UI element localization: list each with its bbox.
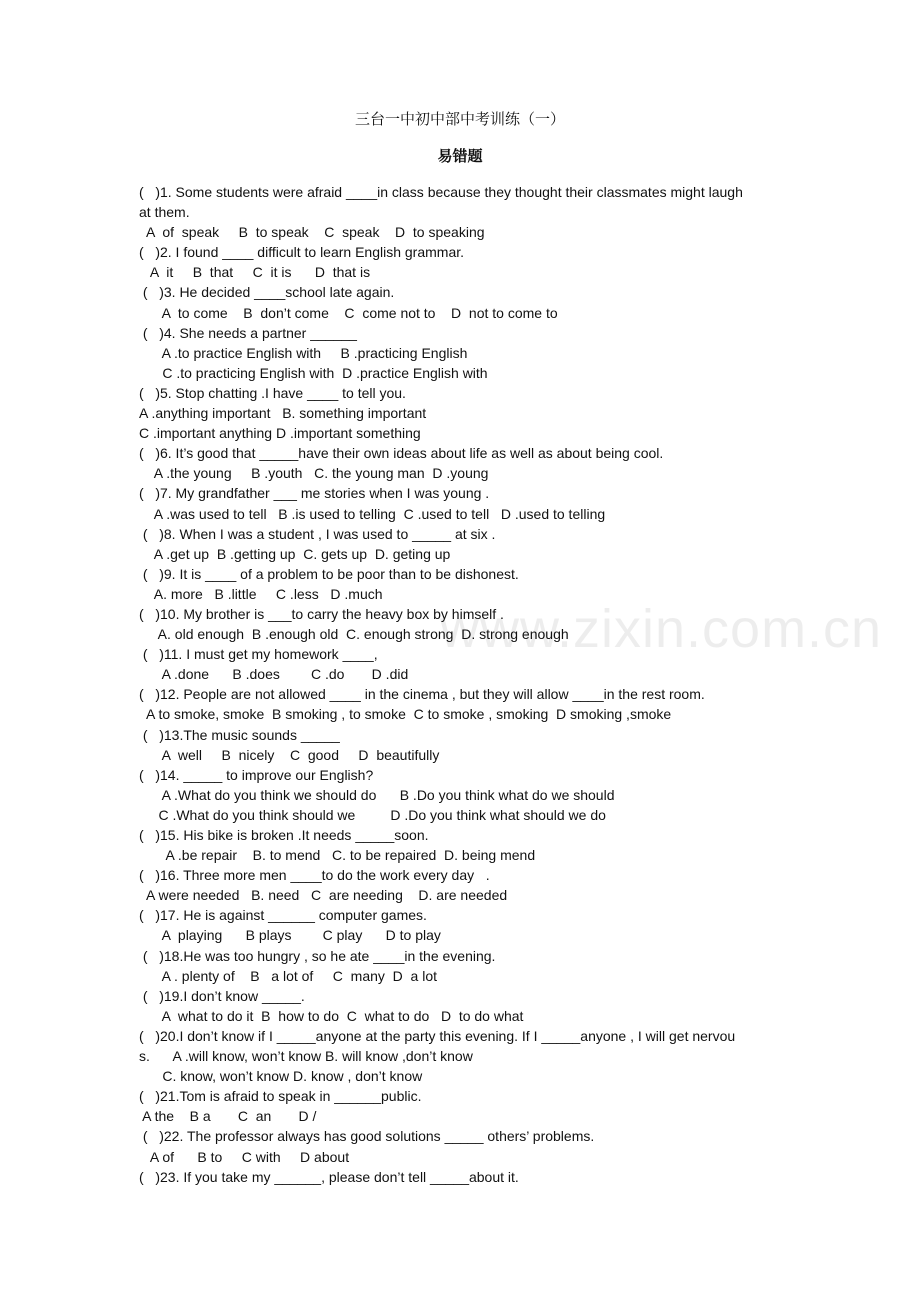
text-line: A . plenty of B a lot of C many D a lot: [139, 967, 438, 984]
text-line: ( )18.He was too hungry , so he ate ____in the evening.: [139, 947, 496, 964]
text-line: A well B nicely C good D beautifully: [139, 746, 440, 763]
text-line: ( )3. He decided ____school late again.: [139, 284, 395, 301]
text-line: ( )20.I don’t know if I _____anyone at the party this evening. If I _____anyone , I will get nervou: [139, 1027, 736, 1044]
section-subtitle: 易错题: [437, 147, 483, 165]
text-line: ( )11. I must get my homework ____,: [139, 646, 378, 663]
text-line: ( )8. When I was a student , I was used to _____ at six .: [139, 525, 496, 542]
text-line: A. more B .little C .less D .much: [139, 585, 383, 602]
page-title: 三台一中初中部中考训练（一）: [354, 110, 565, 128]
text-line: ( )4. She needs a partner ______: [139, 324, 357, 341]
text-line: ( )15. His bike is broken .It needs _____soon.: [139, 827, 429, 843]
text-line: ( )5. Stop chatting .I have ____ to tell you.: [139, 384, 406, 401]
text-line: A .done B .does C .do D .did: [139, 666, 409, 683]
text-line: A .get up B .getting up C. gets up D. geting up: [139, 545, 451, 562]
text-line: C .to practicing English with D .practice English with: [139, 364, 488, 381]
text-line: s. A .will know, won’t know B. will know ,don’t know: [139, 1048, 473, 1065]
text-line: ( )19.I don’t know _____.: [139, 987, 305, 1004]
text-line: A .the young B .youth C. the young man D .young: [139, 465, 489, 482]
text-line: ( )16. Three more men ____to do the work every day .: [139, 867, 490, 884]
watermark: www.zixin.com.cn: [440, 599, 883, 659]
text-line: A .be repair B. to mend C. to be repaired D. being mend: [139, 847, 536, 864]
text-line: ( )2. I found ____ difficult to learn English grammar.: [139, 244, 465, 261]
text-line: C. know, won’t know D. know , don’t know: [139, 1068, 423, 1085]
text-line: A. old enough B .enough old C. enough strong D. strong enough: [139, 626, 569, 643]
text-line: ( )14. _____ to improve our English?: [139, 766, 374, 783]
text-line: ( )13.The music sounds _____: [139, 726, 340, 743]
text-line: A of B to C with D about: [139, 1148, 350, 1165]
text-line: ( )21.Tom is afraid to speak in ______public.: [139, 1088, 422, 1105]
text-line: A .to practice English with B .practicing English: [139, 344, 468, 361]
text-line: A .What do you think we should do B .Do you think what do we should: [139, 786, 615, 803]
text-line: ( )6. It’s good that _____have their own ideas about life as well as about being cool.: [139, 445, 664, 462]
text-line: ( )22. The professor always has good solutions _____ others’ problems.: [139, 1128, 595, 1145]
text-line: A to smoke, smoke B smoking , to smoke C to smoke , smoking D smoking ,smoke: [139, 706, 672, 723]
text-line: ( )12. People are not allowed ____ in the cinema , but they will allow ____in the rest room.: [139, 686, 705, 703]
text-line: A the B a C an D /: [139, 1108, 317, 1125]
text-line: A were needed B. need C are needing D. are needed: [139, 887, 508, 904]
text-line: A what to do it B how to do C what to do D to do what: [139, 1007, 524, 1024]
text-line: ( )1. Some students were afraid ____in class because they thought their classmates might laugh: [139, 184, 743, 200]
text-line: ( )9. It is ____ of a problem to be poor than to be dishonest.: [139, 565, 519, 582]
text-line: ( )10. My brother is ___to carry the heavy box by himself .: [139, 605, 504, 622]
text-line: C .What do you think should we D .Do you think what should we do: [139, 806, 606, 823]
text-line: A to come B don’t come C come not to D not to come to: [139, 304, 558, 321]
text-line: ( )23. If you take my ______, please don’t tell _____about it.: [139, 1168, 519, 1185]
text-line: A .anything important B. something important: [139, 405, 427, 422]
text-line: A of speak B to speak C speak D to speaking: [139, 224, 485, 241]
question-list: [139, 182, 781, 1187]
text-line: ( )7. My grandfather ___ me stories when I was young .: [139, 485, 490, 502]
text-line: C .important anything D .important something: [139, 425, 421, 442]
text-line: A .was used to tell B .is used to telling C .used to tell D .used to telling: [139, 505, 606, 522]
text-line: at them.: [139, 204, 190, 221]
text-line: A playing B plays C play D to play: [139, 927, 441, 944]
text-line: ( )17. He is against ______ computer games.: [139, 907, 427, 924]
text-line: A it B that C it is D that is: [139, 264, 371, 281]
